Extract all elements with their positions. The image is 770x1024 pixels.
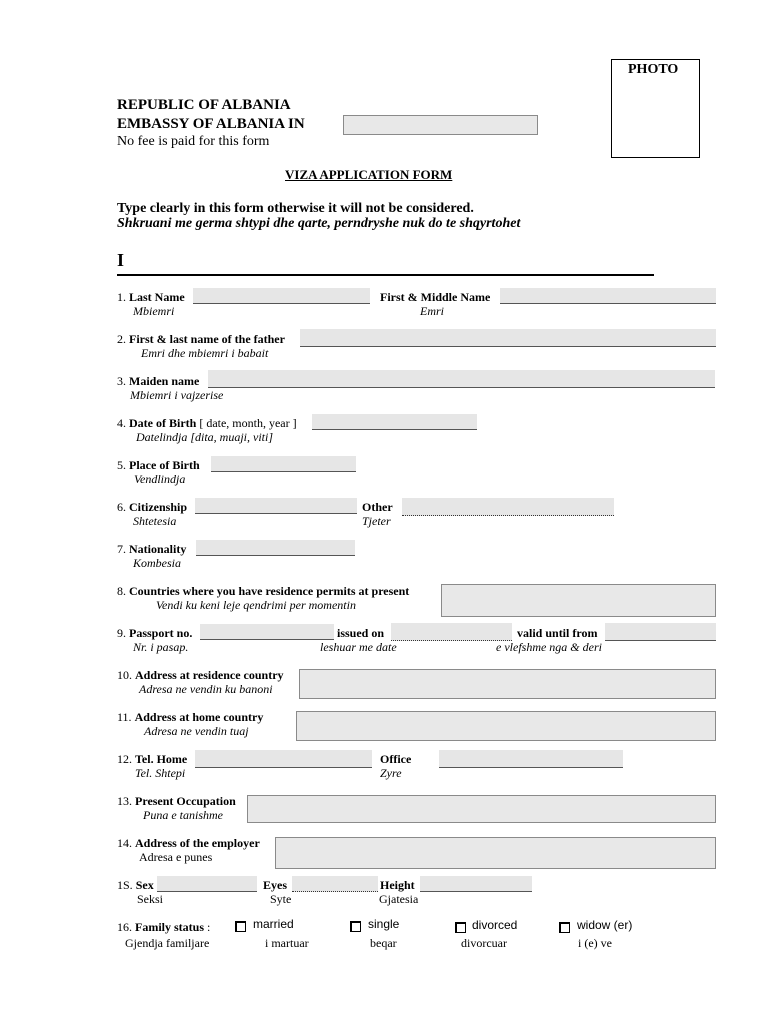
nationality-label: 7. Nationality [117,542,187,556]
family-status-sub: Gjendja familjare [125,936,210,950]
employer-address-sub: Adresa e punes [139,850,213,864]
photo-label: PHOTO [628,62,679,77]
father-name-input[interactable] [300,329,716,347]
tel-office-sub: Zyre [380,766,402,780]
employer-address-input[interactable] [275,837,716,869]
eyes-sub: Syte [270,892,292,906]
single-checkbox[interactable] [350,921,361,932]
nationality-input[interactable] [196,540,355,556]
tel-home-label: 12. Tel. Home [117,752,188,766]
widow-checkbox[interactable] [559,922,570,933]
height-label: Height [380,878,415,892]
passport-no-sub: Nr. i pasap. [133,640,189,654]
eyes-label: Eyes [263,878,287,892]
issued-on-label: issued on [337,626,385,640]
dob-sub: Datelindja [dita, muaji, viti] [136,430,273,444]
dob-input[interactable] [312,414,477,430]
employer-address-label: 14. Address of the employer [117,836,260,850]
divorced-sub: divorcuar [461,936,507,950]
passport-no-label: 9. Passport no. [117,626,193,640]
sex-label: 1S. Sex [117,878,154,892]
fee-note: No fee is paid for this form [117,134,270,149]
last-name-sub: Mbiemri [133,304,175,318]
residence-address-sub: Adresa ne vendin ku banoni [139,682,273,696]
place-of-birth-input[interactable] [211,456,356,472]
last-name-label: 1. Last Name [117,290,185,304]
father-name-label: 2. First & last name of the father [117,332,285,346]
married-label: married [253,917,294,931]
residence-address-input[interactable] [299,669,716,699]
height-sub: Gjatesia [379,892,419,906]
country-title: REPUBLIC OF ALBANIA [117,97,291,113]
eyes-input[interactable] [292,876,378,892]
widow-label: widow (er) [577,918,633,932]
instruction-sq: Shkruani me germa shtypi dhe qarte, perndryshe nuk do te shqyrtohet [117,216,521,231]
home-address-sub: Adresa ne vendin tuaj [144,724,249,738]
sex-sub: Seksi [137,892,164,906]
home-address-label: 11. Address at home country [117,710,264,724]
occupation-input[interactable] [247,795,716,823]
first-name-input[interactable] [500,288,716,304]
tel-office-input[interactable] [439,750,623,768]
form-title: VIZA APPLICATION FORM [285,167,453,182]
other-citizenship-label: Other [362,500,393,514]
maiden-name-label: 3. Maiden name [117,374,200,388]
married-sub: i martuar [265,936,309,950]
other-citizenship-input[interactable] [402,498,614,516]
valid-until-label: valid until from [517,626,598,640]
citizenship-sub: Shtetesia [133,514,177,528]
residence-permits-label: 8. Countries where you have residence permits at present [117,584,410,598]
single-label: single [368,917,400,931]
married-checkbox[interactable] [235,921,246,932]
occupation-label: 13. Present Occupation [117,794,236,808]
father-name-sub: Emri dhe mbiemri i babait [141,346,269,360]
divorced-label: divorced [472,918,518,932]
family-status-label: 16. Family status : [117,920,211,934]
widow-sub: i (e) ve [578,936,612,950]
tel-home-input[interactable] [195,750,372,768]
section-rule [117,274,654,276]
valid-until-input[interactable] [605,623,716,641]
embassy-city-input[interactable] [343,115,538,135]
section-heading: I [117,250,125,270]
dob-label: 4. Date of Birth [ date, month, year ] [117,416,297,430]
maiden-name-sub: Mbiemri i vajzerise [130,388,224,402]
citizenship-input[interactable] [195,498,357,514]
residence-permits-input[interactable] [441,584,716,617]
home-address-input[interactable] [296,711,716,741]
embassy-title: EMBASSY OF ALBANIA IN [117,116,305,132]
issued-on-input[interactable] [391,623,512,641]
nationality-sub: Kombesia [133,556,181,570]
other-citizenship-sub: Tjeter [362,514,391,528]
passport-no-input[interactable] [200,624,334,640]
first-name-label: First & Middle Name [380,290,491,304]
divorced-checkbox[interactable] [455,922,466,933]
tel-office-label: Office [380,752,412,766]
instruction-en: Type clearly in this form otherwise it will not be considered. [117,201,474,216]
place-of-birth-label: 5. Place of Birth [117,458,200,472]
height-input[interactable] [420,876,532,892]
tel-home-sub: Tel. Shtepi [135,766,186,780]
maiden-name-input[interactable] [208,370,715,388]
residence-address-label: 10. Address at residence country [117,668,284,682]
place-of-birth-sub: Vendlindja [134,472,186,486]
occupation-sub: Puna e tanishme [143,808,223,822]
last-name-input[interactable] [193,288,370,304]
issued-on-sub: leshuar me date [320,640,397,654]
valid-until-sub: e vlefshme nga & deri [496,640,602,654]
citizenship-label: 6. Citizenship [117,500,188,514]
single-sub: beqar [370,936,397,950]
residence-permits-sub: Vendi ku keni leje qendrimi per momentin [156,598,356,612]
first-name-sub: Emri [420,304,444,318]
sex-input[interactable] [157,876,257,892]
